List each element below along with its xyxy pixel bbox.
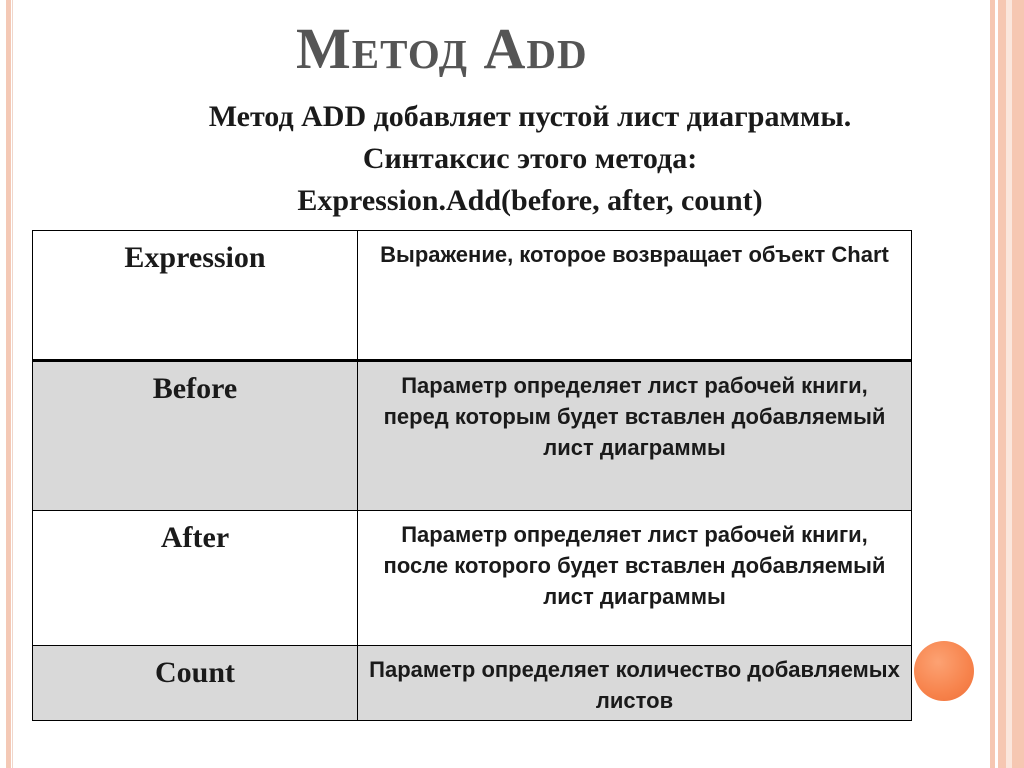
param-name: Expression: [33, 231, 358, 361]
param-description: Выражение, которое возвращает объект Chart: [358, 231, 912, 361]
orange-circle-decoration: [914, 641, 974, 701]
slide-title: Метод Add: [296, 16, 588, 81]
table-row: [33, 231, 912, 361]
left-frame-line: [6, 0, 11, 768]
param-description: Параметр определяет лист рабочей книги, после которого будет вставлен добавляемый лист диаграммы: [358, 511, 912, 646]
table-row: [33, 646, 912, 721]
parameters-table: [32, 230, 912, 721]
param-name: After: [33, 511, 358, 646]
param-description: Параметр определяет лист рабочей книги, перед которым будет вставлен добавляемый лист диаграммы: [358, 361, 912, 511]
param-description: Параметр определяет количество добавляемых листов: [358, 646, 912, 721]
subtitle-line-2: Синтаксис этого метода:: [362, 142, 698, 175]
table-row: [33, 511, 912, 646]
left-frame-inner-line: [12, 0, 13, 768]
subtitle-line-3: Expression.Add(before, after, count): [297, 184, 763, 217]
param-name: Count: [33, 646, 358, 721]
slide-subtitle: [40, 96, 1020, 222]
param-name: Before: [33, 361, 358, 511]
subtitle-line-1: Метод ADD добавляет пустой лист диаграммы.: [208, 100, 852, 133]
table-row: [33, 361, 912, 511]
